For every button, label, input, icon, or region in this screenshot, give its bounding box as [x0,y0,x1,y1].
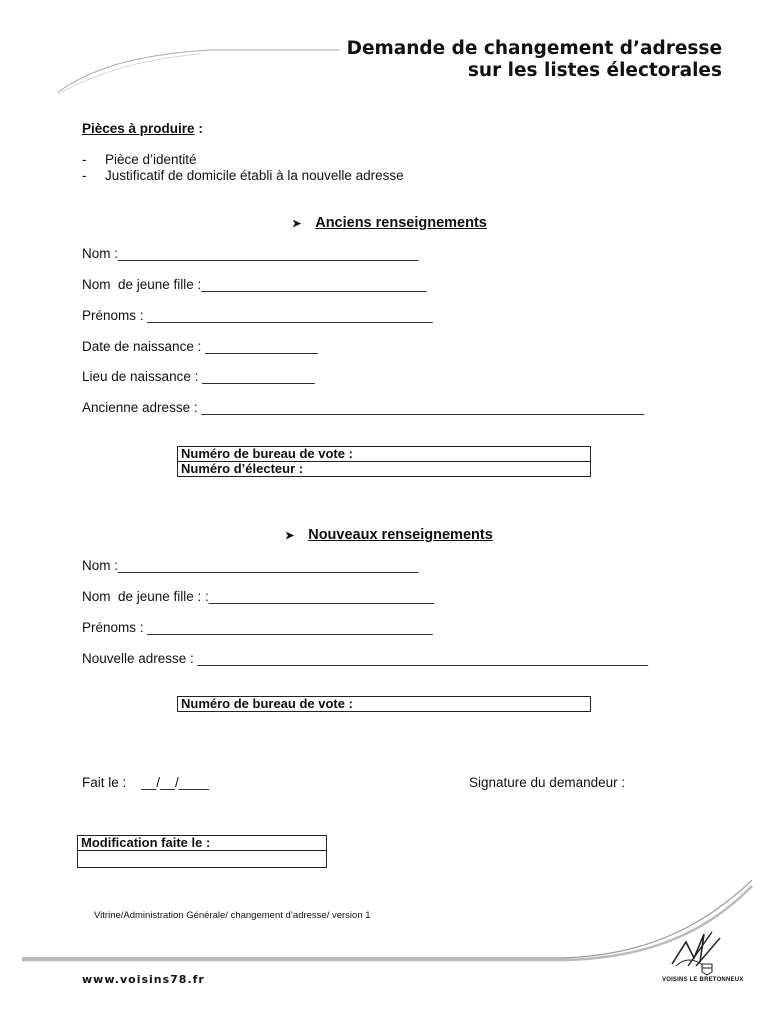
section-anciens-heading [292,214,487,232]
pieces-item-2 [82,168,87,184]
nouveau-nom-field[interactable]: Nom :________________________________________ [82,558,419,573]
list-dash: - [82,152,87,167]
nouveau-bureau-box [177,696,591,712]
signature-label: Signature du demandeur : [469,775,626,790]
ancien-jeune-fille-field[interactable]: Nom de jeune fille :______________________________ [82,277,427,292]
ancien-bureau-box [177,446,591,477]
section-nouveaux-title: Nouveaux renseignements [308,527,493,543]
numero-electeur-field[interactable]: Numéro d’électeur : [178,462,591,477]
nouveau-bureau-vote-field[interactable]: Numéro de bureau de vote : [178,697,591,712]
modification-label: Modification faite le : [78,836,327,851]
section-anciens-title: Anciens renseignements [315,215,487,231]
lieu-naissance-field[interactable]: Lieu de naissance : _______________ [82,369,315,384]
document-title-line2: sur les listes électorales [467,60,722,81]
website-link[interactable]: www.voisins78.fr [82,973,205,986]
footer-path: Vitrine/Administration Générale/ changement d’adresse/ version 1 [94,910,371,921]
ancienne-adresse-field[interactable]: Ancienne adresse : ___________________________________________________________ [82,400,645,415]
pieces-item-1 [82,152,87,168]
footer-swoosh [0,870,770,970]
fait-le-field[interactable]: Fait le : __/__/____ [82,775,209,790]
arrow-bullet-icon: ➤ [292,218,302,230]
city-logo-icon [664,928,730,978]
pieces-heading-label: Pièces à produire [82,121,195,136]
pieces-heading [82,121,203,137]
nouvelle-adresse-field[interactable]: Nouvelle adresse : ____________________________________________________________ [82,651,649,666]
modification-box [77,835,327,868]
list-dash: - [82,168,87,183]
ancien-bureau-vote-field[interactable]: Numéro de bureau de vote : [178,447,591,462]
section-nouveaux-heading [285,526,493,544]
modification-date-field[interactable] [78,851,327,868]
arrow-bullet-icon: ➤ [285,530,295,542]
document-title-line1: Demande de changement d’adresse [346,38,722,59]
nouveau-jeune-fille-field[interactable]: Nom de jeune fille : :______________________________ [82,589,435,604]
pieces-item-1-text: Pièce d’identité [105,152,197,167]
nouveau-prenoms-field[interactable]: Prénoms : ______________________________________ [82,620,433,635]
pieces-heading-colon: : [194,121,203,136]
logo-text: VOISINS LE BRETONNEUX [662,977,744,983]
ancien-prenoms-field[interactable]: Prénoms : ______________________________________ [82,308,433,323]
date-naissance-field[interactable]: Date de naissance : _______________ [82,339,318,354]
pieces-item-2-text: Justificatif de domicile établi à la nouvelle adresse [105,168,404,183]
ancien-nom-field[interactable]: Nom :________________________________________ [82,246,419,261]
